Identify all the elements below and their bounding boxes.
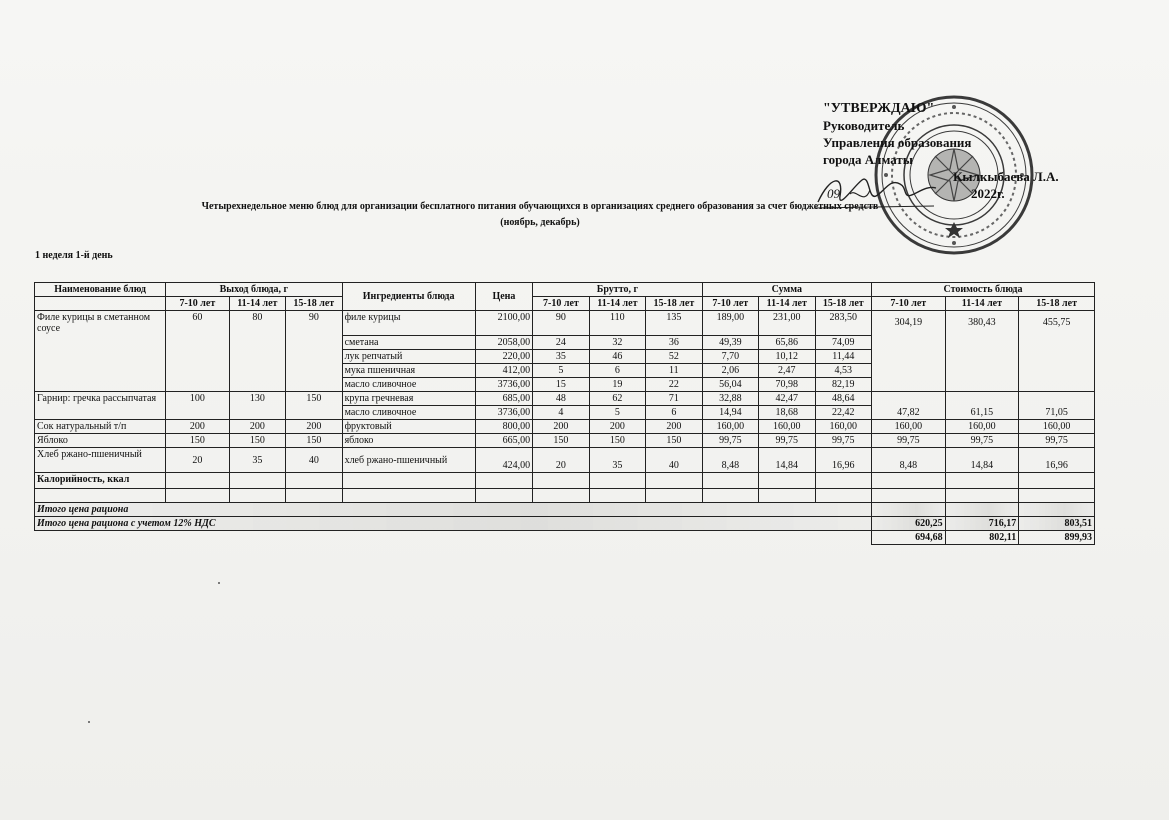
cell-cost: 455,75 [1019, 311, 1095, 392]
table-row-total-vat-values [35, 531, 1095, 545]
total-cost [945, 503, 1019, 517]
cell-ingredient: филе курицы [342, 311, 475, 336]
cell-cost: 14,84 [945, 448, 1019, 473]
cell-empty [286, 473, 342, 489]
cell-price: 665,00 [475, 434, 532, 448]
table-row-empty [35, 489, 1095, 503]
cell-sum: 189,00 [702, 311, 758, 336]
cell-sum: 49,39 [702, 336, 758, 350]
cell-sum: 99,75 [815, 434, 871, 448]
cell-price: 2100,00 [475, 311, 532, 336]
cell-brutto: 40 [646, 448, 702, 473]
cell-cost: 160,00 [1019, 420, 1095, 434]
cell-empty [945, 473, 1019, 489]
cell-cost: 16,96 [1019, 448, 1095, 473]
cell-price: 800,00 [475, 420, 532, 434]
cell-sum: 32,88 [702, 392, 758, 406]
cell-sum: 160,00 [702, 420, 758, 434]
table-row [35, 448, 1095, 473]
header-cost-age-2: 11-14 лет [945, 297, 1019, 311]
cell-dish: Гарнир: гречка рассыпчатая [35, 392, 166, 420]
cell-brutto: 5 [589, 406, 645, 420]
cell-yield: 90 [286, 311, 342, 392]
cell-brutto: 15 [533, 378, 589, 392]
cell-sum: 160,00 [815, 420, 871, 434]
cell-sum: 14,84 [759, 448, 815, 473]
cell-price: 220,00 [475, 350, 532, 364]
cell-sum: 70,98 [759, 378, 815, 392]
cell-yield: 80 [229, 311, 285, 392]
menu-table [34, 282, 1095, 545]
cell-cost: 99,75 [872, 434, 946, 448]
cell-price: 412,00 [475, 364, 532, 378]
cell-empty [475, 473, 532, 489]
cell-yield: 20 [166, 448, 230, 473]
cell-brutto: 62 [589, 392, 645, 406]
cell-brutto: 48 [533, 392, 589, 406]
cell-yield: 200 [229, 420, 285, 434]
header-brutto: Брутто, г [533, 283, 702, 297]
total-cost: 803,51 [1019, 517, 1095, 531]
cell-dish: Филе курицы в сметанном соусе [35, 311, 166, 392]
cell-empty [1019, 473, 1095, 489]
cell-brutto: 35 [589, 448, 645, 473]
cell-empty [229, 489, 285, 503]
cell-empty [646, 473, 702, 489]
header-yield: Выход блюда, г [166, 283, 342, 297]
header-brutto-age-3: 15-18 лет [646, 297, 702, 311]
cell-dish: Хлеб ржано-пшеничный [35, 448, 166, 473]
cell-sum: 231,00 [759, 311, 815, 336]
cell-cost: 304,19 [872, 311, 946, 392]
cell-cost: 71,05 [1019, 392, 1095, 420]
total-vat-label: Итого цена рациона с учетом 12% НДС [35, 517, 872, 531]
cell-brutto: 150 [589, 434, 645, 448]
scan-speck [88, 721, 90, 723]
total-vat-cost: 694,68 [872, 531, 946, 545]
cell-brutto: 35 [533, 350, 589, 364]
header-sum-age-1: 7-10 лет [702, 297, 758, 311]
cell-cost: 99,75 [945, 434, 1019, 448]
cell-brutto: 46 [589, 350, 645, 364]
cell-brutto: 24 [533, 336, 589, 350]
header-cost-age-1: 7-10 лет [872, 297, 946, 311]
cell-brutto: 110 [589, 311, 645, 336]
document-title-line-1: Четырехнедельное меню блюд для организации бесплатного питания обучающихся в организациях среднего образования за счет бюджетных средств [201, 201, 879, 212]
cell-sum: 16,96 [815, 448, 871, 473]
approval-signer-name: Кылкыбаева Л.А. [953, 169, 1059, 184]
cell-sum: 11,44 [815, 350, 871, 364]
cell-price: 2058,00 [475, 336, 532, 350]
cell-brutto: 11 [646, 364, 702, 378]
cell-brutto: 36 [646, 336, 702, 350]
approval-date-year: 2022г. [971, 186, 1005, 201]
cell-empty [35, 531, 872, 545]
approval-date-day: 09 [827, 186, 840, 201]
cell-ingredient: мука пшеничная [342, 364, 475, 378]
cell-yield: 40 [286, 448, 342, 473]
cell-brutto: 22 [646, 378, 702, 392]
approval-block [823, 100, 1083, 202]
cell-empty [342, 489, 475, 503]
cell-yield: 150 [229, 434, 285, 448]
cell-price: 685,00 [475, 392, 532, 406]
cell-sum: 18,68 [759, 406, 815, 420]
cell-empty [342, 473, 475, 489]
cell-brutto: 71 [646, 392, 702, 406]
cell-sum: 4,53 [815, 364, 871, 378]
cell-empty [589, 473, 645, 489]
cell-sum: 56,04 [702, 378, 758, 392]
cell-brutto: 150 [533, 434, 589, 448]
cell-sum: 2,47 [759, 364, 815, 378]
cell-dish: Сок натуральный т/п [35, 420, 166, 434]
cell-yield: 130 [229, 392, 285, 420]
cell-sum: 7,70 [702, 350, 758, 364]
approval-position-2: Управления образования [823, 135, 972, 150]
total-cost: 620,25 [872, 517, 946, 531]
total-vat-cost: 899,93 [1019, 531, 1095, 545]
cell-empty [533, 473, 589, 489]
cell-empty [872, 473, 946, 489]
cell-ingredient: хлеб ржано-пшеничный [342, 448, 475, 473]
header-sum-age-2: 11-14 лет [759, 297, 815, 311]
cell-brutto: 4 [533, 406, 589, 420]
cell-yield: 35 [229, 448, 285, 473]
cell-empty [286, 489, 342, 503]
week-day-label: 1 неделя 1-й день [35, 250, 113, 261]
header-yield-age-2: 11-14 лет [229, 297, 285, 311]
cell-sum: 82,19 [815, 378, 871, 392]
cell-brutto: 90 [533, 311, 589, 336]
cell-cost: 380,43 [945, 311, 1019, 392]
table-row [35, 311, 1095, 336]
cell-sum: 48,64 [815, 392, 871, 406]
header-cost: Стоимость блюда [872, 283, 1095, 297]
cell-yield: 200 [166, 420, 230, 434]
cell-yield: 200 [286, 420, 342, 434]
cell-cost: 99,75 [1019, 434, 1095, 448]
cell-sum: 283,50 [815, 311, 871, 336]
cell-yield: 150 [166, 434, 230, 448]
cell-empty [166, 489, 230, 503]
header-cost-age-3: 15-18 лет [1019, 297, 1095, 311]
cell-brutto: 135 [646, 311, 702, 336]
total-cost: 716,17 [945, 517, 1019, 531]
cell-brutto: 19 [589, 378, 645, 392]
cell-empty [945, 489, 1019, 503]
cell-cost: 160,00 [945, 420, 1019, 434]
cell-dish: Яблоко [35, 434, 166, 448]
cell-empty [815, 473, 871, 489]
cell-yield: 60 [166, 311, 230, 392]
cell-cost: 160,00 [872, 420, 946, 434]
cell-ingredient: яблоко [342, 434, 475, 448]
document-title-line-2: (ноябрь, декабрь) [500, 217, 580, 228]
header-price: Цена [475, 283, 532, 311]
cell-brutto: 200 [533, 420, 589, 434]
header-sum: Сумма [702, 283, 871, 297]
cell-brutto: 5 [533, 364, 589, 378]
cell-brutto: 32 [589, 336, 645, 350]
cell-brutto: 20 [533, 448, 589, 473]
cell-ingredient: лук репчатый [342, 350, 475, 364]
header-yield-age-1: 7-10 лет [166, 297, 230, 311]
header-ingredients: Ингредиенты блюда [342, 283, 475, 311]
scan-speck [218, 582, 220, 584]
cell-empty [872, 489, 946, 503]
cell-brutto: 6 [646, 406, 702, 420]
cell-empty [533, 489, 589, 503]
cell-empty [759, 473, 815, 489]
approval-position-1: Руководитель [823, 118, 905, 133]
cell-sum: 8,48 [702, 448, 758, 473]
cell-brutto: 200 [589, 420, 645, 434]
total-cost [1019, 503, 1095, 517]
cell-sum: 14,94 [702, 406, 758, 420]
cell-cost: 47,82 [872, 392, 946, 420]
header-brutto-age-2: 11-14 лет [589, 297, 645, 311]
cell-empty [702, 489, 758, 503]
cell-sum: 42,47 [759, 392, 815, 406]
cell-yield: 100 [166, 392, 230, 420]
calories-label: Калорийность, ккал [35, 473, 166, 489]
table-row-total-vat [35, 517, 1095, 531]
cell-brutto: 150 [646, 434, 702, 448]
cell-ingredient: масло сливочное [342, 378, 475, 392]
table-row [35, 420, 1095, 434]
cell-empty [35, 489, 166, 503]
table-row [35, 392, 1095, 406]
cell-empty [759, 489, 815, 503]
cell-empty [815, 489, 871, 503]
cell-price: 424,00 [475, 448, 532, 473]
cell-brutto: 200 [646, 420, 702, 434]
cell-yield: 150 [286, 434, 342, 448]
approval-heading: "УТВЕРЖДАЮ" [823, 101, 935, 116]
cell-sum: 99,75 [702, 434, 758, 448]
cell-empty [646, 489, 702, 503]
cell-sum: 10,12 [759, 350, 815, 364]
cell-empty [166, 473, 230, 489]
total-label: Итого цена рациона [35, 503, 872, 517]
table-row [35, 434, 1095, 448]
header-spacer [35, 297, 166, 311]
cell-ingredient: крупа гречневая [342, 392, 475, 406]
header-brutto-age-1: 7-10 лет [533, 297, 589, 311]
table-row-calories [35, 473, 1095, 489]
approval-signature-line [823, 168, 1083, 185]
total-cost [872, 503, 946, 517]
cell-sum: 22,42 [815, 406, 871, 420]
cell-empty [589, 489, 645, 503]
cell-brutto: 52 [646, 350, 702, 364]
cell-empty [229, 473, 285, 489]
cell-sum: 74,09 [815, 336, 871, 350]
total-vat-cost: 802,11 [945, 531, 1019, 545]
table-row-total [35, 503, 1095, 517]
cell-sum: 65,86 [759, 336, 815, 350]
cell-cost: 8,48 [872, 448, 946, 473]
cell-sum: 99,75 [759, 434, 815, 448]
cell-empty [1019, 489, 1095, 503]
cell-sum: 160,00 [759, 420, 815, 434]
cell-price: 3736,00 [475, 378, 532, 392]
cell-sum: 2,06 [702, 364, 758, 378]
document-title [80, 199, 1000, 231]
approval-position-3: города Алматы [823, 152, 913, 167]
cell-empty [702, 473, 758, 489]
cell-yield: 150 [286, 392, 342, 420]
cell-ingredient: сметана [342, 336, 475, 350]
cell-cost: 61,15 [945, 392, 1019, 420]
header-sum-age-3: 15-18 лет [815, 297, 871, 311]
cell-ingredient: фруктовый [342, 420, 475, 434]
cell-ingredient: масло сливочное [342, 406, 475, 420]
cell-brutto: 6 [589, 364, 645, 378]
header-yield-age-3: 15-18 лет [286, 297, 342, 311]
cell-empty [475, 489, 532, 503]
header-dish-name: Наименование блюд [35, 283, 166, 297]
cell-price: 3736,00 [475, 406, 532, 420]
